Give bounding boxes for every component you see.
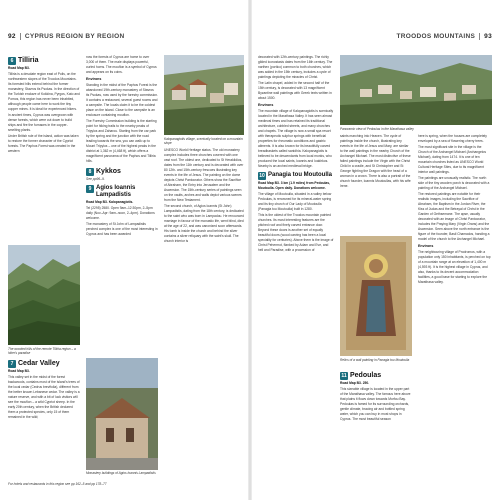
body-paragraph: UNESCO World Heritage status. The old monastery complex includes three churches covered with one vast roof. The oldest one, dedicated to St Heraklidios, dates from the 11th century and is decorated with over 80 12th- and 15th-century frescoes illustrating key events in the life of Jesus. The painting on the dome depicts Christ Pantocrator. Others show the Sacrifice of Abraham, the Entry into Jerusalem and the Ascension. The 15th-century series of paintings seen on the vaults, arches and walls depict various scenes from the New Testament. <box>164 148 244 202</box>
body-paragraph: saints marching into Heaven. The cycle of paintings inside the church, illustrating key events in the life of Jesus and Mary, are similar to the wall paintings in the nearby Church of the Archangel Michael. The most distinctive of these failed paintings include the Virgin with the Christ Child in a cradle, and St Christopher and St George fighting the Dragon with the head of a woman in a crown. There is also a portrait of the church founder, Ioannis Moutoullas, with his wife Irene. <box>340 134 411 188</box>
left-page-header <box>8 33 124 44</box>
body-paragraph: here is spring, when the houses are completely enveloped by a sea of flowering cherry trees. <box>418 134 487 143</box>
body-paragraph: Standing in the midst of the Paphos Forest is the abandoned 19th-century monastery of Stavros tis Psokas, now used by the forestry commission. It contains a restaurant, several guest rooms and a campsite. The locals claim it to be the coldest place on the island. Close to the campsite is an enclosure containing mouflon. <box>86 83 158 117</box>
body-paragraph: The village of Moutoulla, situated in a valley below Pedoulas, is renowned for its mineral-water spring and its tiny church of Our Lady of Moutoulla (Panagia tou Moutoulla) built in 1280. <box>258 192 332 211</box>
environs-heading: Environs <box>258 103 274 107</box>
photo-caption-monastery: Monastery buildings of Agios Ioannis Lampadistis <box>86 471 156 475</box>
column-tilliria <box>8 55 80 240</box>
environs-heading: Environs <box>86 77 102 81</box>
photo-wall-painting-image <box>340 236 412 356</box>
section-title: Agios Ioannis Lampadistis <box>96 185 136 198</box>
section-title: Panagia tou Moutoulla <box>268 172 332 178</box>
see-reference: See pp96–9. <box>86 177 105 181</box>
road-map-ref: Road Map B3. <box>8 369 30 373</box>
section-heading-agios-ioannis <box>86 185 158 199</box>
photo-tilliria-image <box>8 245 80 345</box>
right-page <box>250 0 500 500</box>
section-heading-kykkos <box>86 167 158 176</box>
footer-note: For hotels and restaurants in this region see pp 162–5 and pp 178–77 <box>8 482 107 486</box>
right-page-header <box>397 33 493 44</box>
column-cedar-valley <box>8 358 80 480</box>
column-pedoulas <box>340 370 412 480</box>
photo-monastery-image <box>86 358 158 470</box>
column-four <box>258 55 334 480</box>
body-paragraph: The Forestry Commission building is the starting point for hiking trails to the nearby peaks of Tripylos and Zaharou. Starting from the car park by the spring and the junction with the road leading towards the sea, you can walk up to Mount Tripylos – one of the highest peaks in the district at 1,362 m (4,468 ft), which offers a magnificent panorama of the Paphos and Tilliria hills. <box>86 119 157 163</box>
left-page-number: 92 <box>8 33 16 41</box>
photo-pedoulas-panorama <box>340 55 492 125</box>
body-paragraph: This valley set in the midst of the forest backwoods, contains most of the island's trees of the local cedar (Cedrus brevifolia), different from the better known Lebanese cedar. The valley is a nature reserve, and with a bit of luck visitors will see the mouflon – a wild Cypriot sheep. In the early 20th century, when the British declared them a protected species, only 15 of them remained in the wild; <box>8 375 80 419</box>
section-title: Cedar Valley <box>18 360 60 367</box>
right-page-number: 93 <box>484 33 492 41</box>
road-map-ref: Road Map B3. 250. <box>340 381 370 385</box>
column-six <box>418 134 492 484</box>
section-number-badge: 6 <box>8 57 16 65</box>
photo-caption-wall-painting: Relics of a wall painting in Panagia tou Moutoulla <box>340 358 410 362</box>
body-paragraph: This sizeable village is located in the upper part of the Marathasa valley. The famous here above that plains it flows down towards Morfou Bay. Pedoulas is famed for its surrounding orchards, gentle climate, bracing air and bottled spring water, which you can buy in most shops in Cyprus. The most beautiful season <box>340 387 411 421</box>
road-map-ref: Road Map B3. 3 km (1.9 miles) from Pedoulas, Moutoulla. Open daily. Donations welcome. <box>258 181 331 190</box>
body-paragraph: The restored paintings are notable for their realistic images, including the Sacrifice of Abraham, the Baptism in the Jordan River, the Kiss of Judas and the Betrayal of Christ in the Garden of Gethsemane. The apse, usually decorated with an image of Christ Pantocrator, includes the Praying Mary (Virgin Orans) and the Ascension. Seen above the north entrance is the figure of the founder, Basil Chamados, handing a model of the church to the Archangel Michael. <box>418 192 490 241</box>
section-heading-panagia <box>258 172 334 180</box>
body-paragraph: The mountain village of Kalopanagiotis is scenically located in the Marathasa Valley. It has seen almost medieval times and has retained its traditional architecture, cobbled streets, and many churches and chapels. The village is now a small spa resort with therapeutic sulphur springs with beneficial properties for rheumatic conditions and gastric ailments. It is also known for its beautifully carved breadbaskets called sanidhia. Kalopanagiotis is believed to be descendants from local monks, who produced the local saints, loannis and Ioakirkos. Nearby is an arched medieval bridge. <box>258 109 334 168</box>
section-heading-pedoulas <box>340 371 412 380</box>
section-heading-tilliria <box>8 56 80 65</box>
body-paragraph: In ancient times, Cyprus was overgrown with dense forests, which were cut down to build ships and fire the furnaces in the copper-smelting plants. <box>8 113 74 132</box>
column-two <box>86 55 158 355</box>
road-map-ref: Road Map B3. Kalopanagiotis. <box>86 200 134 204</box>
body-paragraph: The Latin chapel, added in the second half of the 15th century, is decorated with 13 magnificent Byzantine wall paintings with Greek texts written in about 1500. <box>258 81 332 100</box>
body-paragraph: The most significant site in the village is the Church of the Archangel Michael (Archangelos Michael), dating from 1474. It is one of ten mountain churches listed as UNESCO World Cultural Heritage Sites, due to its magnificent interior wall paintings. <box>418 145 486 174</box>
environs-heading: Environs <box>418 244 434 248</box>
photo-monastery <box>86 358 158 470</box>
section-number-badge: 9 <box>86 185 94 193</box>
body-paragraph: The monastery of St John of Lampadistis perched complex is one of the most interesting in Cyprus and has been awarded <box>86 222 158 236</box>
body-paragraph: decorated with 12th-century paintings. The richly gilded iconostasis dates from the 16th century. The narthex (portico) common to both churches, which was added in the 15th century, includes a cycle of paintings depicting the miracles of Christ. <box>258 55 333 79</box>
section-title: Kykkos <box>96 168 121 175</box>
section-heading-cedar-valley <box>8 359 80 368</box>
body-paragraph: The paintings are unusually realistic. The north side of the tiny wooden porch is decorated with a painting of the Archangel Michael. <box>418 176 490 190</box>
body-paragraph: Under British rule of the island, action was taken to restore the former character of the Cypriot forests. The Paphos Forest was created in the western <box>8 134 79 153</box>
section-number-badge: 10 <box>259 173 265 179</box>
section-title: Tilliria <box>18 57 39 64</box>
section-number-badge: 11 <box>341 372 347 379</box>
photo-kalopanagiotis <box>164 55 244 135</box>
photo-wall-painting <box>340 236 412 356</box>
column-five <box>340 134 412 234</box>
body-paragraph: The second church, of Agios Ioannis (St John) Lampadistis, dating from the 18th century, is dedicated to the saint who was born in Lampadou. He renounced marriage in favour of the monastic life, went blind, died at the age of 22, and was canonized soon afterwards. His tomb is inside the church and behind the silver contains a silver reliquary with the saint's skull. The church interior is <box>164 204 244 243</box>
section-title: Pedoulas <box>350 372 382 379</box>
photo-tilliria-hills <box>8 245 80 345</box>
body-paragraph: The neighbouring village of Prodromos, with a population only 150 inhabitants, is perched on top of a mountain range at an elevation of 1,400 m (4,593 ft). It is the highest village in Cyprus, and also, thanks to its decent accommodation facilities, a good base for starting to explore the Marathasa valley. <box>418 250 491 284</box>
body-paragraph: Tilliria is a desolate region east of Polis, on the northwestern slopes of the Troodos Mountains. Its forested hills extend behind the former monastery, Stavros tis Psokas. In the direction of the Turkish enclave of Kokkina, Pyrgos, Kato and Pomos, this region has never been inhabited, although people came here to work the tiny copper mines. It is ideal for experienced hikers. <box>8 72 80 111</box>
body-paragraph: now the forests of Cyprus are home to over 3,000 of them. The male displays powerful, curled horns. The mouflon is a symbol of Cyprus and appears on its coins. <box>86 55 157 74</box>
road-map-ref: Road Map B3. <box>8 66 30 70</box>
section-number-badge: 8 <box>86 168 94 176</box>
left-running-head: CYPRUS REGION BY REGION <box>24 33 125 41</box>
right-running-head: TROODOS MOUNTAINS <box>396 33 476 41</box>
photo-caption-kalopanagiotis: Kalopanagiotis village, scenically located on a mountain slope <box>164 137 243 146</box>
column-three <box>164 148 244 478</box>
photo-caption-pedoulas: Panoramic view of Pedoulas in the Marathasa valley <box>340 127 414 131</box>
photo-caption-tilliria: The wooded hills of the remote Tilliria region – a hiker's paradise <box>8 347 76 356</box>
photo-kalopanagiotis-image <box>164 55 244 135</box>
photo-pedoulas-image <box>340 55 492 125</box>
section-number-badge: 7 <box>8 360 16 368</box>
opening-hours: Tel (2295) 2580. Open 9am–12:30pm, 2–5pm daily (Nov–Apr: 9am–noon, 2–4pm). Donations welcome. <box>86 206 155 220</box>
body-paragraph: This is the oldest of the Troodos mountain painted churches. Its most interesting features are the pitched roof and finely carved entrance door. Beyond these doors is another set of equally beautiful doors (wood carving has been a local speciality for centuries). Above them is the image of Christ Pehermot, flanked by Adam and Eve, and hell and Paradise, with a procession of <box>258 213 334 252</box>
